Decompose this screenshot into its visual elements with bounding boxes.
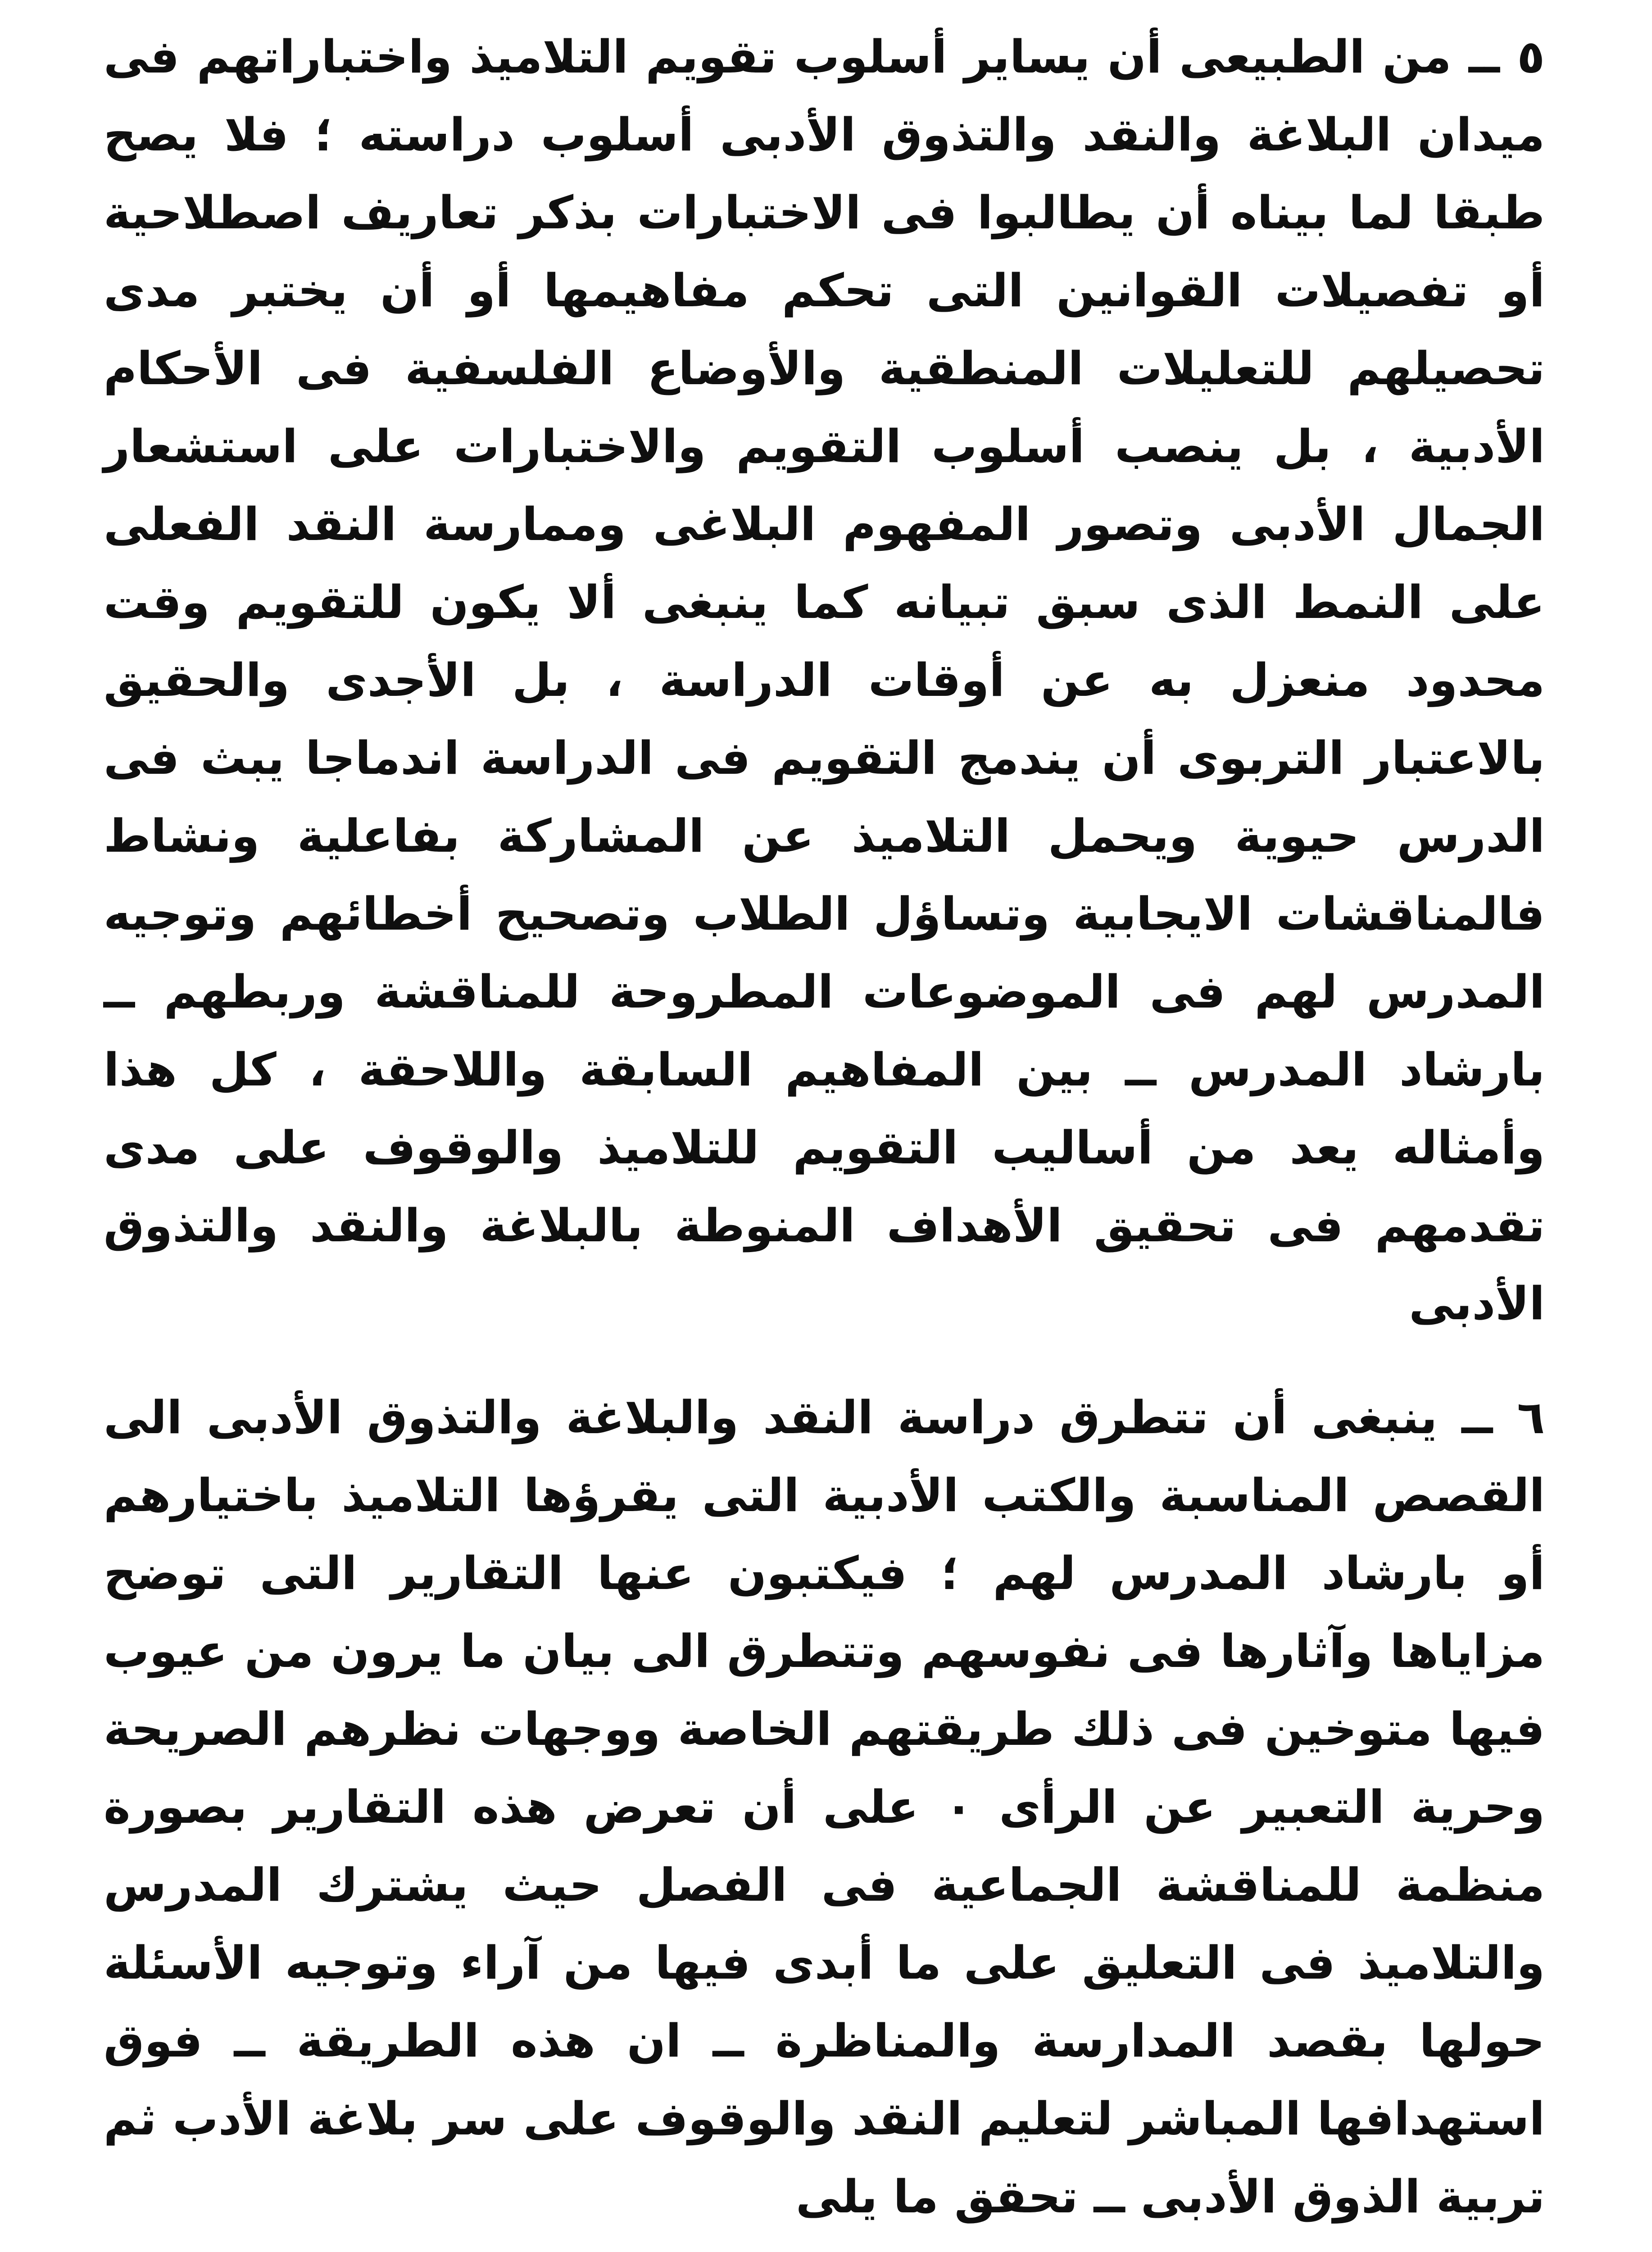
paragraph-6: ٦ ــ ينبغى أن تتطرق دراسة النقد والبلاغة والتذوق الأدبى الى القصص المناسبة والكتب الأدبية التى يقرؤها التلاميذ باختيارهم أو بارشاد المدرس لهم ؛ فيكتبون عنها التقارير التى توضح مزاياها وآثارها فى نفوسهم وتتطرق الى بيان ما يرون من عيوب فيها متوخين فى ذلك طريقتهم الخاصة ووجهات نظرهم الصريحة وحرية التعبير عن الرأى ٠ على أن تعرض هذه التقارير بصورة منظمة للمناقشة الجماعية فى الفصل حيث يشترك المدرس والتلاميذ فى التعليق على ما أبدى فيها من آراء وتوجيه الأسئلة حولها بقصد المدارسة والمناظرة ــ ان هذه الطريقة ــ فوق استهدافها المباشر لتعليم النقد والوقوف على سر بلاغة الأدب ثم تربية الذوق الأدبى ــ تحقق ما يلى — [104, 1391, 1545, 2223]
document-page — [104, 18, 1545, 2252]
paragraph-5: ٥ ــ من الطبيعى أن يساير أسلوب تقويم التلاميذ واختباراتهم فى ميدان البلاغة والنقد والتذوق الأدبى أسلوب دراسته ؛ فلا يصح طبقا لما بيناه أن يطالبوا فى الاختبارات بذكر تعاريف اصطلاحية أو تفصيلات القوانين التى تحكم مفاهيمها أو أن يختبر مدى تحصيلهم للتعليلات المنطقية والأوضاع الفلسفية فى الأحكام الأدبية ، بل ينصب أسلوب التقويم والاختبارات على استشعار الجمال الأدبى وتصور المفهوم البلاغى وممارسة النقد الفعلى على النمط الذى سبق تبيانه كما ينبغى ألا يكون للتقويم وقت محدود منعزل به عن أوقات الدراسة ، بل الأجدى والحقيق بالاعتبار التربوى أن يندمج التقويم فى الدراسة اندماجا يبث فى الدرس حيوية ويحمل التلاميذ عن المشاركة بفاعلية ونشاط فالمناقشات الايجابية وتساؤل الطلاب وتصحيح أخطائهم وتوجيه المدرس لهم فى الموضوعات المطروحة للمناقشة وربطهم ــ بارشاد المدرس ــ بين المفاهيم السابقة واللاحقة ، كل هذا وأمثاله يعد من أساليب التقويم للتلاميذ والوقوف على مدى تقدمهم فى تحقيق الأهداف المنوطة بالبلاغة والنقد والتذوق الأدبى — [104, 30, 1545, 1330]
